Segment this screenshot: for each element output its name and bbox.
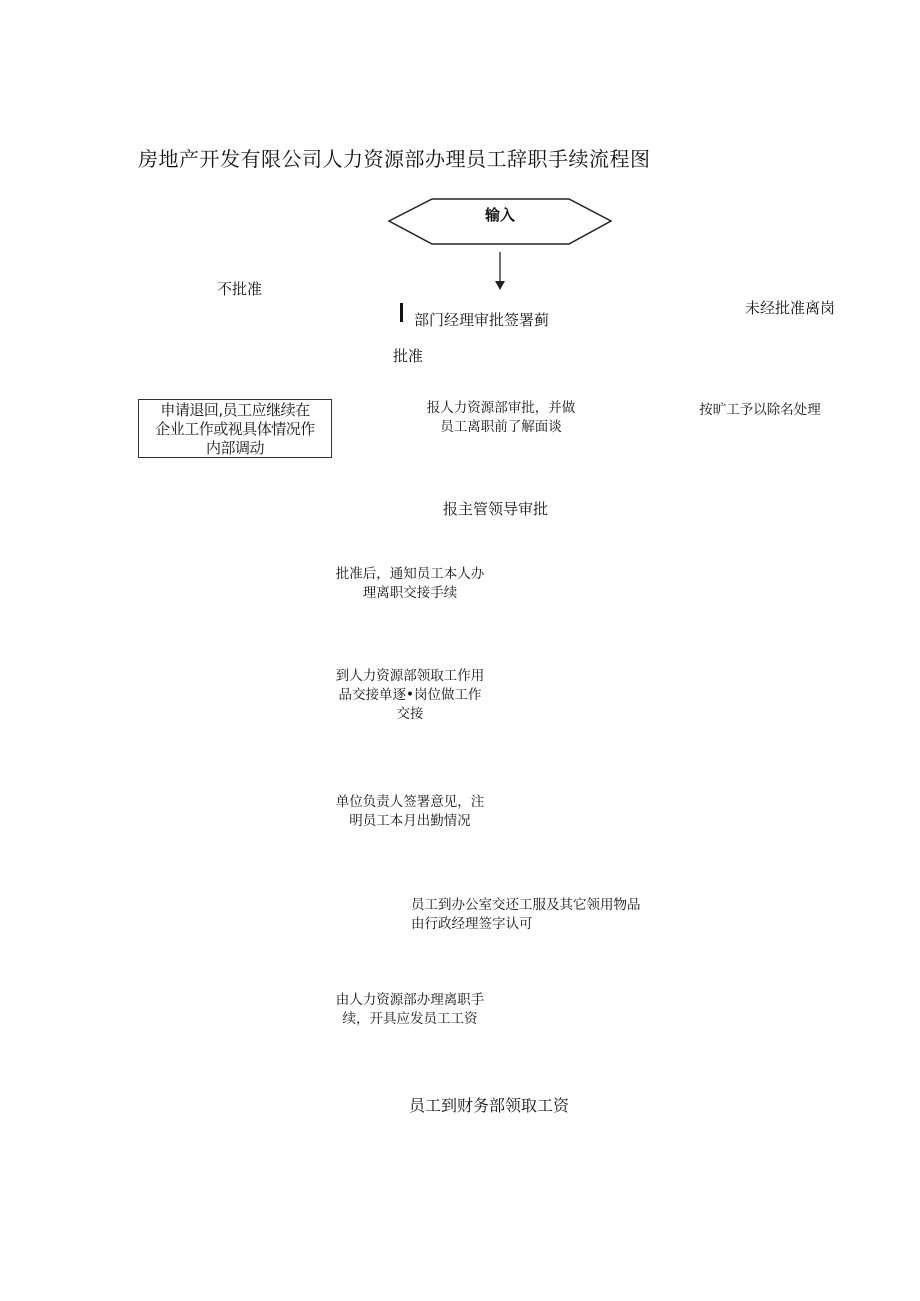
label-approve: 批准 (393, 347, 424, 365)
flow-arrow-head (495, 281, 505, 290)
step-line: 交接 (396, 706, 424, 722)
step-line: 员工到办公室交还工服及其它领用物品 (411, 897, 641, 913)
step-line: 品交接单逐•岗位做工作 (338, 687, 482, 703)
step-line: 续，开具应发员工工资 (342, 1011, 478, 1027)
step-line: 到人力资源部领取工作用 (335, 668, 485, 684)
step-line: 由人力资源部办理离职手 (335, 992, 485, 1008)
step-line: 员工离职前了解面谈 (440, 419, 562, 435)
step-line: 明员工本月出勤情况 (349, 813, 471, 829)
dept-manager-marker (400, 303, 403, 322)
step-absent-handling: 按旷工予以除名处理 (699, 402, 821, 418)
step-line: 单位负责人签署意见，注 (335, 794, 485, 810)
reject-box-line: 企业工作或视具体情况作 (155, 420, 315, 438)
label-reject: 不批准 (217, 280, 263, 298)
step-line: 由行政经理签字认可 (411, 916, 533, 932)
step-line: 报人力资源部审批，并做 (426, 400, 576, 416)
label-dept-manager: 部门经理审批签署蓟 (414, 311, 550, 329)
start-node-label: 输入 (484, 206, 515, 224)
step-unit-sign (324, 793, 496, 831)
step-line: 理离职交接手续 (362, 585, 458, 601)
step-hr-process (324, 991, 496, 1029)
reject-box-line: 申请退回,员工应继续在 (160, 401, 310, 419)
page-title: 房地产开发有限公司人力资源部办理员工辞职手续流程图 (138, 147, 651, 171)
step-return-items (411, 896, 641, 934)
reject-box-line: 内部调动 (205, 439, 264, 457)
label-finance-wages: 员工到财务部领取工资 (409, 1096, 570, 1115)
reject-box (138, 399, 332, 458)
step-handover (324, 667, 496, 724)
step-line: 批准后，通知员工本人办 (335, 566, 485, 582)
step-hr-approval (415, 399, 587, 437)
label-unapproved-leave: 未经批准离岗 (745, 299, 836, 317)
step-notify (324, 565, 496, 603)
label-senior-approval: 报主管领导审批 (443, 500, 549, 518)
